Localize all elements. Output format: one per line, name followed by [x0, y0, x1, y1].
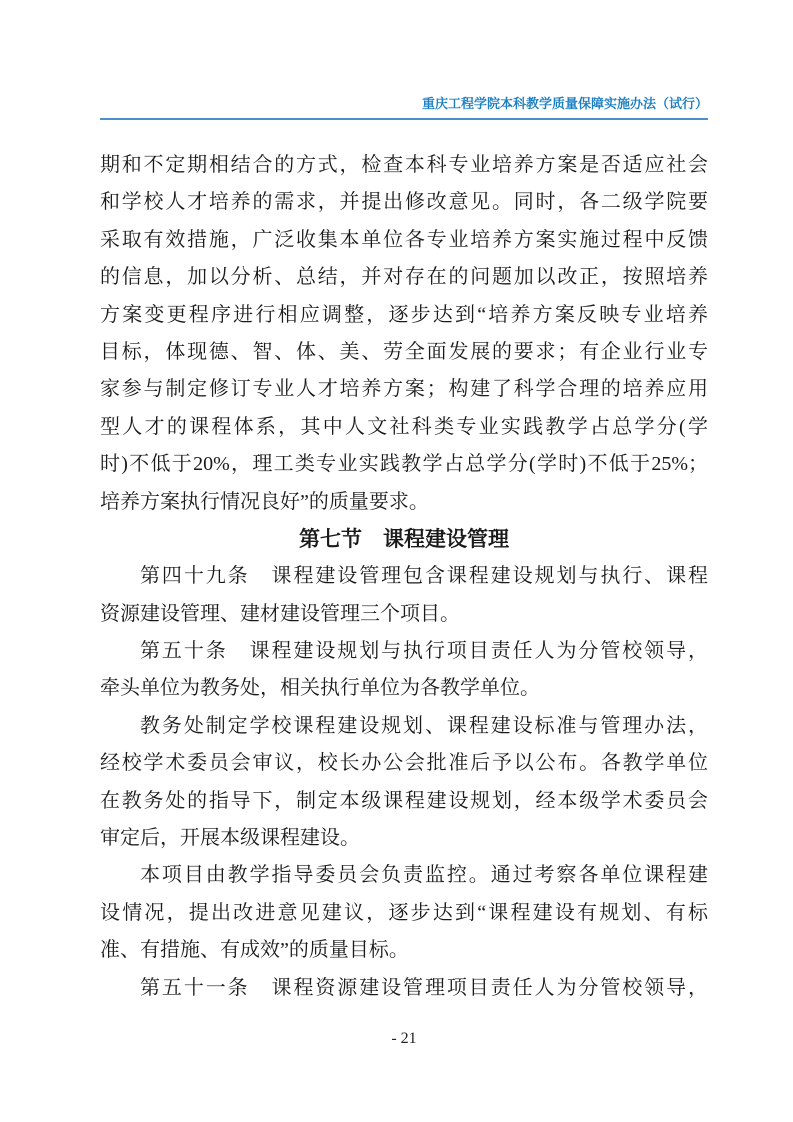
text-line: 经校学术委员会审议，校长办公会批准后予以公布。各教学单位 — [100, 752, 708, 775]
text-line: 目标，体现德、智、体、美、劳全面发展的要求；有企业行业专 — [100, 340, 708, 363]
text-line: 资源建设管理、建材建设管理三个项目。 — [100, 602, 460, 625]
text-line: 培养方案执行情况良好”的质量要求。 — [100, 490, 429, 513]
text-line: 在教务处的指导下，制定本级课程建设规划，经本级学术委员会 — [100, 789, 708, 812]
text-line: 准、有措施、有成效”的质量目标。 — [100, 939, 409, 962]
text-line: 家参与制定修订专业人才培养方案；构建了科学合理的培养应用 — [100, 378, 708, 401]
text-line: 方案变更程序进行相应调整，逐步达到“培养方案反映专业培养 — [100, 303, 708, 326]
text-line: 采取有效措施，广泛收集本单位各专业培养方案实施过程中反馈 — [100, 228, 708, 251]
content — [100, 147, 708, 1007]
text-line: 牵头单位为教务处，相关执行单位为各教学单位。 — [100, 677, 540, 700]
text-line: 设情况，提出改进意见建议，逐步达到“课程建设有规划、有标 — [100, 901, 708, 924]
section-heading: 第七节 课程建设管理 — [299, 526, 509, 551]
text-line: 第五十一条 课程资源建设管理项目责任人为分管校领导， — [140, 976, 708, 999]
text-line: 审定后，开展本级课程建设。 — [100, 827, 360, 850]
page-footer — [100, 1030, 708, 1048]
text-line: 和学校人才培养的需求，并提出修改意见。同时，各二级学院要 — [100, 191, 708, 214]
text-line: 型人才的课程体系，其中人文社科类专业实践教学占总学分(学 — [100, 415, 708, 438]
text-line: 时)不低于20%，理工类专业实践教学占总学分(学时)不低于25%； — [100, 453, 708, 476]
header-running-title: 重庆工程学院本科教学质量保障实施办法（试行） — [421, 96, 708, 111]
page-number: - 21 — [391, 1030, 417, 1047]
header-divider — [100, 118, 708, 120]
text-line: 本项目由教学指导委员会负责监控。通过考察各单位课程建 — [140, 864, 708, 887]
text-line: 第五十条 课程建设规划与执行项目责任人为分管校领导， — [140, 640, 708, 663]
text-line: 期和不定期相结合的方式，检查本科专业培养方案是否适应社会 — [100, 154, 708, 176]
text-line: 的信息，加以分析、总结，并对存在的问题加以改正，按照培养 — [100, 266, 708, 289]
text-line: 第四十九条 课程建设管理包含课程建设规划与执行、课程 — [140, 565, 708, 588]
text-line: 教务处制定学校课程建设规划、课程建设标准与管理办法， — [140, 714, 708, 737]
